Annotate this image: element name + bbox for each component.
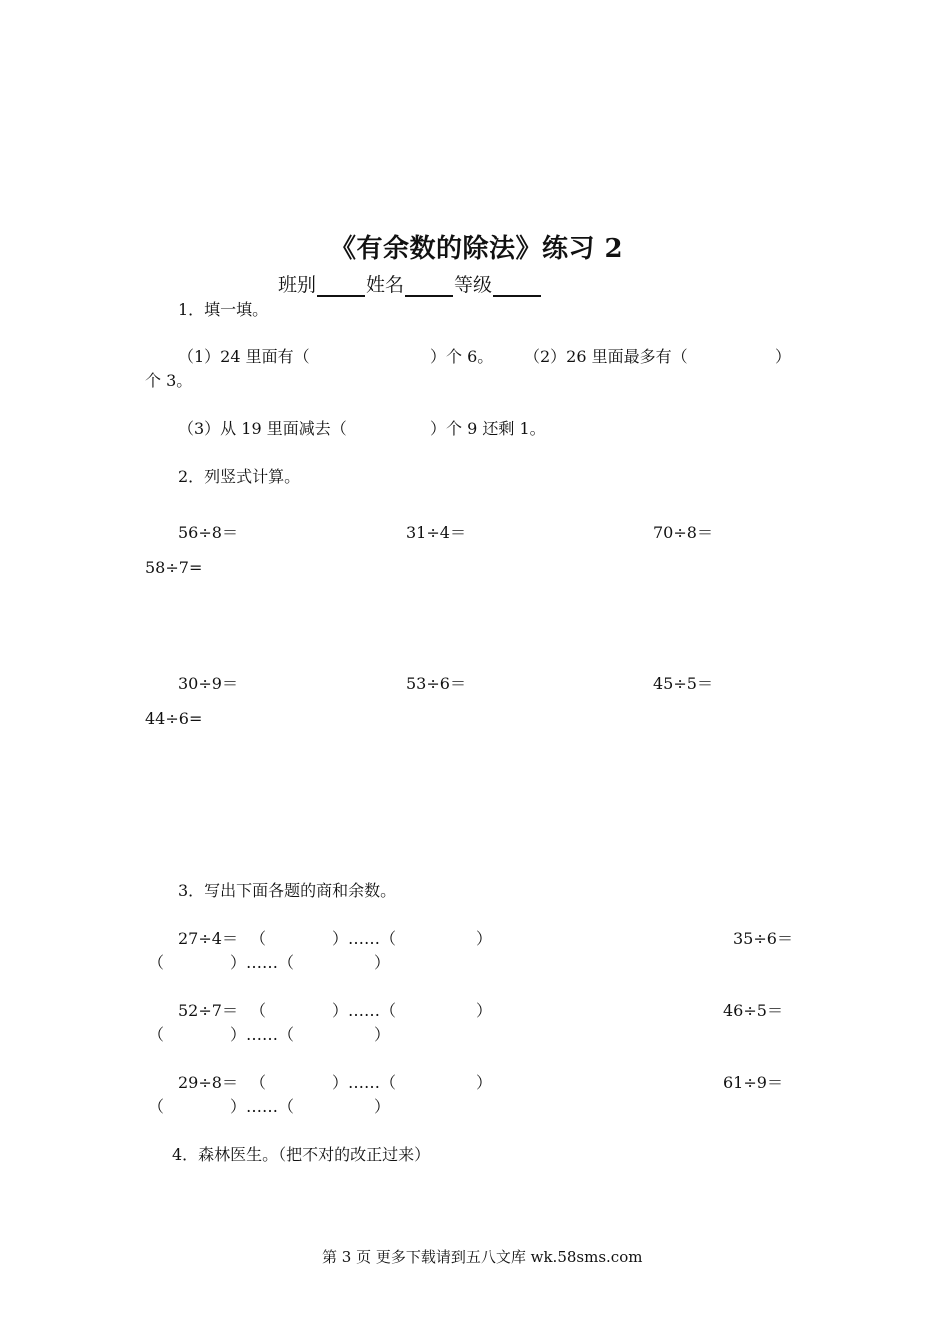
calc-item: 58÷7= [145,558,203,577]
calc-item: 31÷4＝ [406,523,466,542]
grade-label: 等级 [454,274,493,296]
class-blank [317,277,365,297]
calc-item: 30÷9＝ [178,674,238,693]
q2-part-c: 个 3。 [145,371,193,390]
close-paren: ） [374,953,391,972]
open-paren: （ [148,1025,165,1044]
q3-part-a: （3）从 19 里面减去（ [178,419,347,438]
page-footer: 第 3 页 更多下载请到五八文库 wk.58sms.com [322,1248,643,1266]
close-paren: ） [374,1097,391,1116]
calc-item: 53÷6＝ [406,674,466,693]
q1-part-b: ）个 6。 [430,347,494,366]
quotient-item: 61÷9＝ [723,1073,783,1092]
close-paren: ） [476,929,493,948]
quotient-item: 35÷6＝ [733,929,793,948]
class-label: 班别 [278,274,317,296]
quotient-item: 27÷4＝ [178,929,238,948]
calc-item: 56÷8＝ [178,523,238,542]
quotient-item: 46÷5＝ [723,1001,783,1020]
q1-part-a: （1）24 里面有（ [178,347,310,366]
calc-item: 44÷6= [145,709,203,728]
q2-part-a: （2）26 里面最多有（ [524,347,688,366]
student-info-line [278,270,542,297]
section4-heading: 4．森林医生。（把不对的改正过来） [172,1145,431,1164]
open-paren: （ [148,953,165,972]
calc-item: 45÷5＝ [653,674,713,693]
name-blank [405,277,453,297]
open-paren: （ [148,1097,165,1116]
calc-item: 70÷8＝ [653,523,713,542]
remainder-dots: ）……（ [332,1073,397,1092]
q3-part-b: ）个 9 还剩 1。 [430,419,546,438]
remainder-dots: ）……（ [332,1001,397,1020]
name-label: 姓名 [366,274,405,296]
section1-heading: 1．填一填。 [178,300,269,319]
remainder-dots: ）……（ [332,929,397,948]
section3-heading: 3．写出下面各题的商和余数。 [178,881,397,900]
close-paren: ） [476,1001,493,1020]
remainder-dots: ）……（ [230,1097,295,1116]
quotient-item: 29÷8＝ [178,1073,238,1092]
remainder-dots: ）……（ [230,953,295,972]
quotient-item: 52÷7＝ [178,1001,238,1020]
open-paren: （ [250,1001,267,1020]
section2-heading: 2．列竖式计算。 [178,467,301,486]
grade-blank [493,277,541,297]
close-paren: ） [476,1073,493,1092]
close-paren: ） [374,1025,391,1044]
open-paren: （ [250,1073,267,1092]
q2-part-b: ） [775,347,792,366]
open-paren: （ [250,929,267,948]
page-title: 《有余数的除法》练习 2 [330,234,624,264]
remainder-dots: ）……（ [230,1025,295,1044]
